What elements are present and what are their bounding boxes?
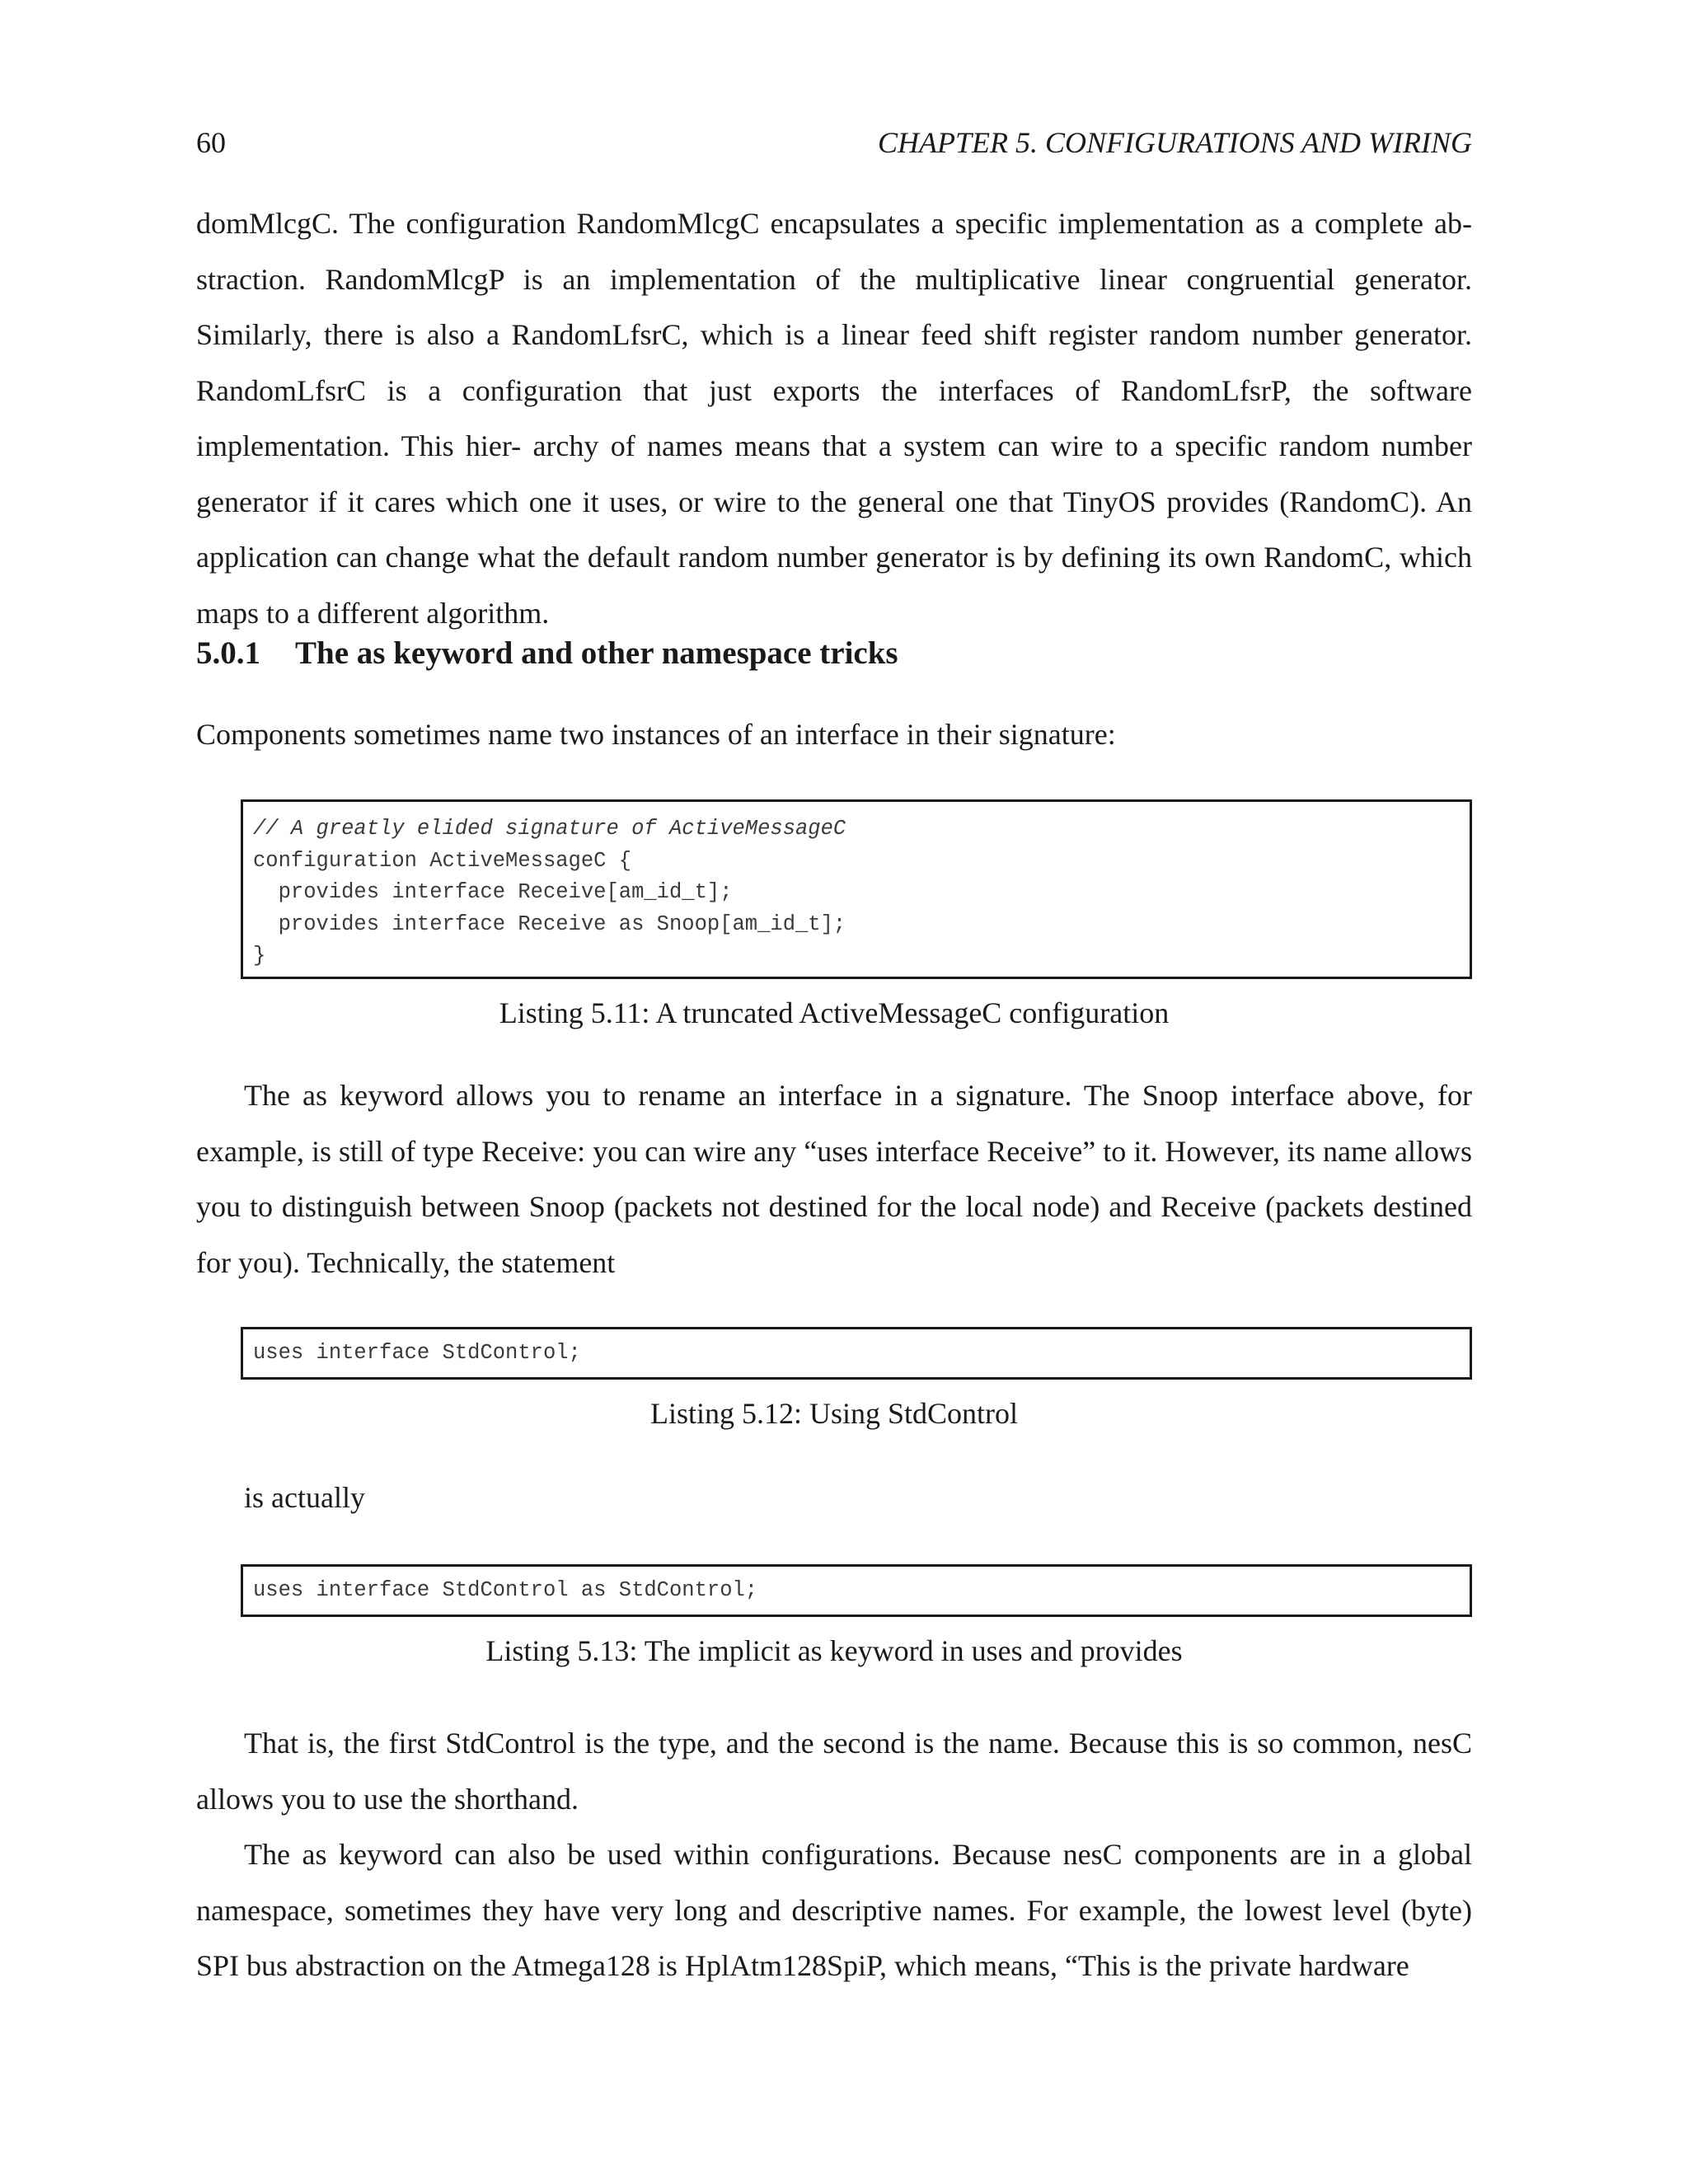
code-listing-5-11 (241, 799, 1472, 979)
code-line: provides interface Receive[am_id_t]; (253, 880, 733, 904)
listing-5-12-caption: Listing 5.12: Using StdControl (649, 1397, 1019, 1430)
is-actually-text: is actually (244, 1481, 365, 1514)
listing-5-11-caption: Listing 5.11: A truncated ActiveMessageC configuration (499, 996, 1170, 1029)
lead-sentence: Components sometimes name two instances of an interface in their signature: (196, 718, 1116, 751)
code-line: provides interface Receive as Snoop[am_id_t]; (253, 912, 846, 936)
code-line: uses interface StdControl; (253, 1341, 581, 1365)
intro-paragraph: domMlcgC. The configuration RandomMlcgC encapsulates a specific implementation as a complete ab- straction. RandomMlcgP is an implementation of the multiplicative linear congruential generator. Similarly, there is also a RandomLfsrC, which is a linear feed shift register random number generator. RandomLfsrC is a configuration that just exports the interfaces of RandomLfsrP, the software implementation. This hier- archy of names means that a system can wire to a specific random number generator if it cares which one it uses, or wire to the general one that TinyOS provides (RandomC). An application can change what the default random number generator is by defining its own RandomC, which maps to a different algorithm. (196, 207, 1472, 630)
section-heading (196, 635, 898, 672)
code-line: uses interface StdControl as StdControl; (253, 1578, 758, 1602)
section-number: 5.0.1 (196, 635, 260, 671)
code-listing-5-13 (241, 1564, 1472, 1617)
configurations-paragraph: The as keyword can also be used within configurations. Because nesC components are in a global namespace, sometimes they have very long and descriptive names. For example, the lowest level (byte) SPI bus abstraction on the Atmega128 is HplAtm128SpiP, which means, “This is the private hardware (196, 1838, 1472, 1982)
code-line: // A greatly elided signature of ActiveMessageC (253, 817, 846, 841)
as-keyword-paragraph: The as keyword allows you to rename an interface in a signature. The Snoop interface above, for example, is still of type Receive: you can wire any “uses interface Receive” to it. However, its name allows you to distinguish between Snoop (packets not destined for the local node) and Receive (packets destined for you). Technically, the statement (196, 1079, 1472, 1279)
page-number: 60 (196, 126, 226, 159)
code-listing-5-12 (241, 1327, 1472, 1380)
type-name-paragraph: That is, the first StdControl is the type, and the second is the name. Because this is so common, nesC allows you to use the shorthand. (196, 1727, 1472, 1816)
page-header (196, 125, 1472, 166)
running-chapter-title: CHAPTER 5. CONFIGURATIONS AND WIRING (878, 126, 1472, 159)
listing-5-13-caption: Listing 5.13: The implicit as keyword in uses and provides (485, 1634, 1183, 1667)
code-line: } (253, 944, 266, 968)
code-line: configuration ActiveMessageC { (253, 848, 632, 873)
section-title: The as keyword and other namespace tricks (295, 635, 898, 671)
